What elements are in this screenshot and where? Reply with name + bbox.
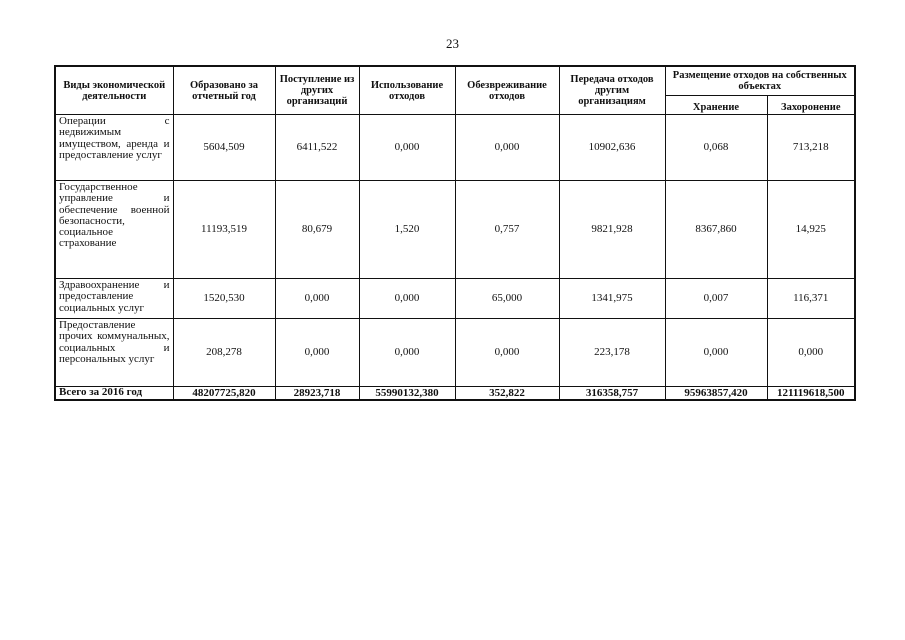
cell-formed: 1520,530 [173,279,275,319]
cell-received: 0,000 [275,279,359,319]
total-transferred: 316358,757 [559,387,665,401]
cell-transferred: 223,178 [559,319,665,387]
cell-neutralized: 65,000 [455,279,559,319]
cell-burial: 713,218 [767,115,855,181]
total-label: Всего за 2016 год [55,387,173,401]
cell-formed: 5604,509 [173,115,275,181]
cell-neutralized: 0,000 [455,115,559,181]
cell-storage: 0,007 [665,279,767,319]
header-neutralized: Обезвреживание отходов [455,66,559,115]
cell-received: 0,000 [275,319,359,387]
cell-storage: 0,068 [665,115,767,181]
total-formed: 48207725,820 [173,387,275,401]
table-row [55,181,855,279]
cell-burial: 0,000 [767,319,855,387]
cell-burial: 14,925 [767,181,855,279]
cell-used: 0,000 [359,319,455,387]
cell-storage: 0,000 [665,319,767,387]
total-row [55,387,855,401]
row-activity: Здравоохранение и предоставление социальных услуг [55,279,173,319]
table-row [55,115,855,181]
total-neutralized: 352,822 [455,387,559,401]
header-transferred: Передача отходов другим организациям [559,66,665,115]
header-used: Использование отходов [359,66,455,115]
cell-used: 0,000 [359,115,455,181]
header-burial: Захоронение [767,96,855,115]
total-used: 55990132,380 [359,387,455,401]
table-row [55,319,855,387]
cell-neutralized: 0,000 [455,319,559,387]
table-row [55,279,855,319]
header-activity: Виды экономической деятельности [55,66,173,115]
total-storage: 95963857,420 [665,387,767,401]
header-received: Поступление из других организаций [275,66,359,115]
header-formed: Образовано за отчетный год [173,66,275,115]
cell-used: 1,520 [359,181,455,279]
cell-formed: 11193,519 [173,181,275,279]
total-received: 28923,718 [275,387,359,401]
cell-storage: 8367,860 [665,181,767,279]
cell-burial: 116,371 [767,279,855,319]
cell-formed: 208,278 [173,319,275,387]
cell-used: 0,000 [359,279,455,319]
cell-transferred: 9821,928 [559,181,665,279]
cell-received: 80,679 [275,181,359,279]
header-placement: Размещение отходов на собственных объектах [665,66,855,96]
row-activity: Операции с недвижимым имуществом, аренда и предоставление услуг [55,115,173,181]
row-activity: Предоставление прочих коммунальных, социальных и персональных услуг [55,319,173,387]
waste-report-table [54,65,856,401]
table-body [55,115,855,401]
cell-transferred: 1341,975 [559,279,665,319]
table-header [55,66,855,115]
cell-transferred: 10902,636 [559,115,665,181]
page-number: 23 [446,36,459,51]
header-storage: Хранение [665,96,767,115]
row-activity: Государственное управление и обеспечение военной безопасности, социальное страхование [55,181,173,279]
cell-received: 6411,522 [275,115,359,181]
total-burial: 121119618,500 [767,387,855,401]
cell-neutralized: 0,757 [455,181,559,279]
